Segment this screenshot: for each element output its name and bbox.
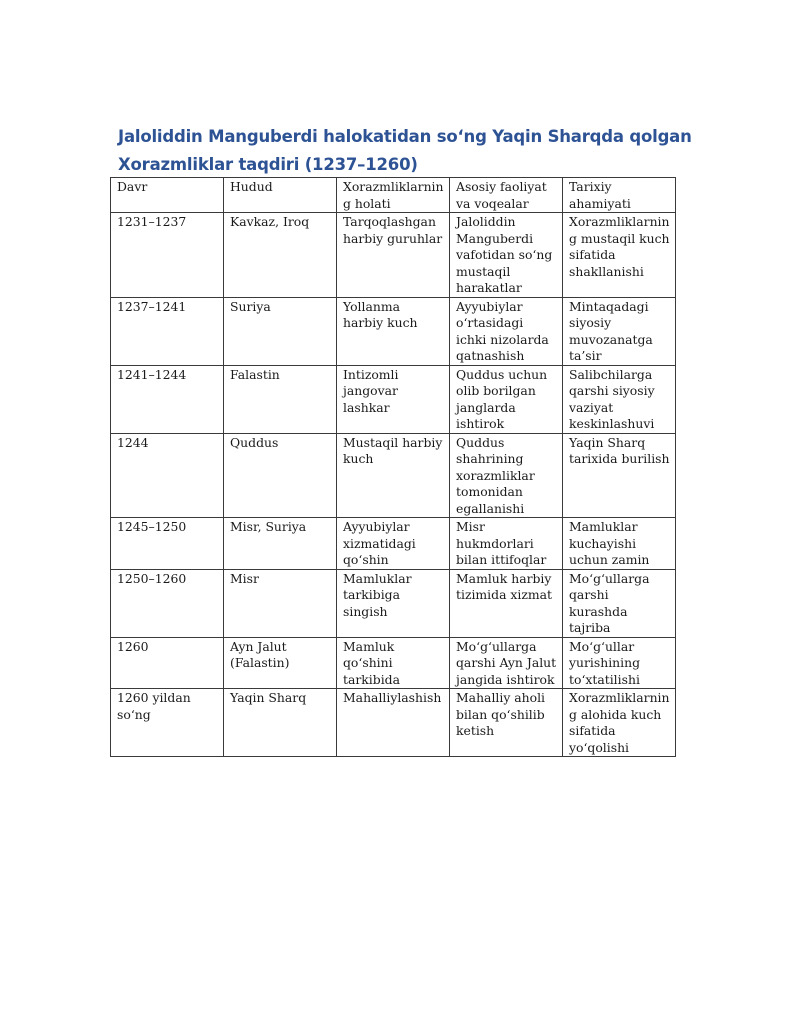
table-cell: 1231–1237 xyxy=(111,213,224,298)
table-cell: Intizomli jangovar lashkar xyxy=(337,365,450,433)
table-cell: Xorazmliklarning alohida kuch sifatida yo‘qolishi xyxy=(563,689,676,757)
table-cell: 1250–1260 xyxy=(111,569,224,637)
header-cell-events: Asosiy faoliyat va voqealar xyxy=(450,178,563,213)
table-cell: Mustaqil harbiy kuch xyxy=(337,433,450,518)
table-cell: Kavkaz, Iroq xyxy=(224,213,337,298)
table-cell: Yaqin Sharq xyxy=(224,689,337,757)
table-cell: 1244 xyxy=(111,433,224,518)
table-cell: 1241–1244 xyxy=(111,365,224,433)
table-cell: Mamluklar kuchayishi uchun zamin xyxy=(563,518,676,570)
table-cell: 1245–1250 xyxy=(111,518,224,570)
table-header-row xyxy=(111,178,676,213)
table-cell: Tarqoqlashgan harbiy guruhlar xyxy=(337,213,450,298)
table-cell: Ayyubiylar o‘rtasidagi ichki nizolarda qatnashish xyxy=(450,297,563,365)
table-row xyxy=(111,213,676,298)
header-cell-status: Xorazmliklarning holati xyxy=(337,178,450,213)
table-row xyxy=(111,365,676,433)
header-cell-significance: Tarixiy ahamiyati xyxy=(563,178,676,213)
document-title xyxy=(118,123,718,179)
table-row xyxy=(111,433,676,518)
table-row xyxy=(111,569,676,637)
table-cell: Mintaqadagi siyosiy muvozanatga ta’sir xyxy=(563,297,676,365)
table-cell: 1260 yildan so‘ng xyxy=(111,689,224,757)
header-cell-period: Davr xyxy=(111,178,224,213)
table-cell: Mahalliylashish xyxy=(337,689,450,757)
table-cell: 1237–1241 xyxy=(111,297,224,365)
table-cell: Mo‘g‘ullarga qarshi Ayn Jalut jangida ishtirok xyxy=(450,637,563,689)
table-row xyxy=(111,518,676,570)
table-row xyxy=(111,297,676,365)
table-cell: Mahalliy aholi bilan qo‘shilib ketish xyxy=(450,689,563,757)
table-cell: Mamluklar tarkibiga singish xyxy=(337,569,450,637)
table-cell: Mo‘g‘ullar yurishining to‘xtatilishi xyxy=(563,637,676,689)
table-cell: Mamluk harbiy tizimida xizmat xyxy=(450,569,563,637)
table-cell: Yollanma harbiy kuch xyxy=(337,297,450,365)
title-line-1: Jaloliddin Manguberdi halokatidan so‘ng Yaqin Sharqda qolgan xyxy=(118,127,692,146)
table-cell: 1260 xyxy=(111,637,224,689)
history-table xyxy=(110,177,676,757)
header-cell-region: Hudud xyxy=(224,178,337,213)
table-cell: Salibchilarga qarshi siyosiy vaziyat keskinlashuvi xyxy=(563,365,676,433)
table-cell: Misr xyxy=(224,569,337,637)
table-cell: Misr, Suriya xyxy=(224,518,337,570)
table-cell: Misr hukmdorlari bilan ittifoqlar xyxy=(450,518,563,570)
table-cell: Yaqin Sharq tarixida burilish xyxy=(563,433,676,518)
table-cell: Falastin xyxy=(224,365,337,433)
table-cell: Xorazmliklarning mustaqil kuch sifatida shakllanishi xyxy=(563,213,676,298)
table-cell: Mo‘g‘ullarga qarshi kurashda tajriba xyxy=(563,569,676,637)
table-row xyxy=(111,637,676,689)
table-cell: Suriya xyxy=(224,297,337,365)
table-cell: Ayn Jalut (Falastin) xyxy=(224,637,337,689)
table-cell: Jaloliddin Manguberdi vafotidan so‘ng mustaqil harakatlar xyxy=(450,213,563,298)
table-cell: Quddus shahrining xorazmliklar tomonidan egallanishi xyxy=(450,433,563,518)
table-cell: Quddus xyxy=(224,433,337,518)
title-line-2: Xorazmliklar taqdiri (1237–1260) xyxy=(118,155,418,174)
table-cell: Quddus uchun olib borilgan janglarda ishtirok xyxy=(450,365,563,433)
table-cell: Ayyubiylar xizmatidagi qo‘shin xyxy=(337,518,450,570)
table-cell: Mamluk qo‘shini tarkibida xyxy=(337,637,450,689)
table-row xyxy=(111,689,676,757)
